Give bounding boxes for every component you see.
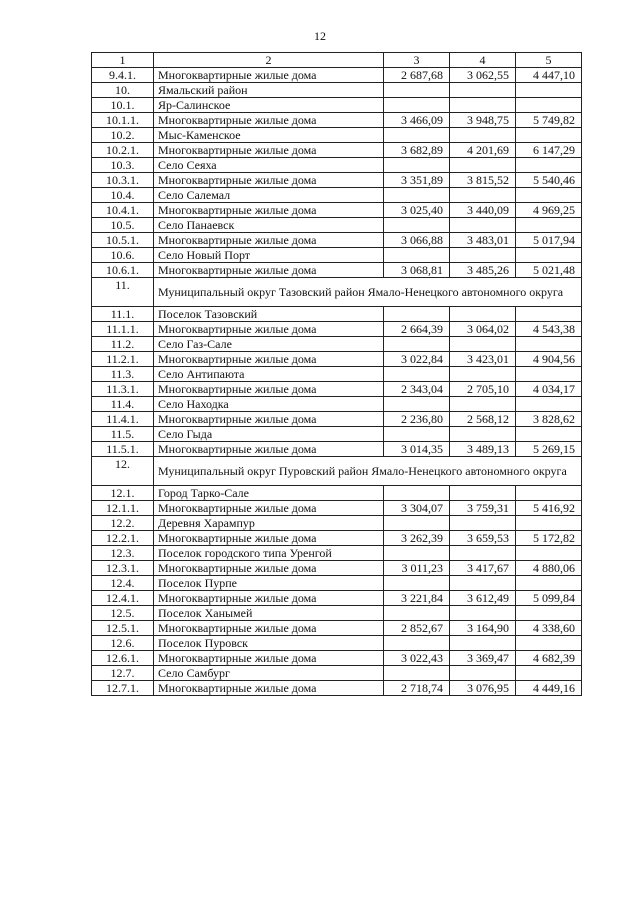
row-value-4: 3 423,01: [450, 352, 516, 367]
table-row: [92, 113, 582, 128]
row-value-3: 3 262,39: [384, 531, 450, 546]
row-name: Муниципальный округ Пуровский район Ямало-Ненецкого автономного округа: [154, 457, 582, 486]
table-row: [92, 561, 582, 576]
row-number: 12.7.1.: [92, 681, 154, 696]
row-value-5: [516, 516, 582, 531]
row-value-5: [516, 158, 582, 173]
table-row: [92, 546, 582, 561]
row-value-4: [450, 307, 516, 322]
row-value-3: 2 664,39: [384, 322, 450, 337]
row-value-3: [384, 486, 450, 501]
row-value-4: [450, 218, 516, 233]
row-number: 10.3.: [92, 158, 154, 173]
row-value-4: [450, 128, 516, 143]
row-value-4: 2 568,12: [450, 412, 516, 427]
row-value-5: [516, 367, 582, 382]
header-row: [92, 53, 582, 68]
row-number: 12.1.: [92, 486, 154, 501]
row-value-3: 3 011,23: [384, 561, 450, 576]
row-name: Многоквартирные жилые дома: [154, 173, 384, 188]
row-value-3: [384, 83, 450, 98]
row-number: 12.3.1.: [92, 561, 154, 576]
row-value-5: [516, 427, 582, 442]
row-value-4: [450, 98, 516, 113]
table-row: [92, 412, 582, 427]
row-value-3: [384, 218, 450, 233]
row-number: 12.1.1.: [92, 501, 154, 516]
column-header: 2: [154, 53, 384, 68]
table-row: [92, 621, 582, 636]
row-value-3: 2 236,80: [384, 412, 450, 427]
table-row: [92, 501, 582, 516]
row-value-4: 3 062,55: [450, 68, 516, 83]
row-value-3: 3 304,07: [384, 501, 450, 516]
row-value-3: [384, 606, 450, 621]
row-value-4: [450, 666, 516, 681]
table-row: [92, 367, 582, 382]
row-name: Поселок Пуровск: [154, 636, 384, 651]
row-name: Многоквартирные жилые дома: [154, 382, 384, 397]
row-number: 10.1.1.: [92, 113, 154, 128]
row-value-4: 4 201,69: [450, 143, 516, 158]
row-value-5: 3 828,62: [516, 412, 582, 427]
row-value-3: [384, 397, 450, 412]
row-name: Многоквартирные жилые дома: [154, 681, 384, 696]
row-number: 12.2.: [92, 516, 154, 531]
row-value-4: 3 948,75: [450, 113, 516, 128]
row-number: 12.4.: [92, 576, 154, 591]
row-name: Многоквартирные жилые дома: [154, 233, 384, 248]
row-value-3: [384, 158, 450, 173]
table-row: [92, 681, 582, 696]
table-row: [92, 128, 582, 143]
table-row: [92, 457, 582, 486]
table-row: [92, 382, 582, 397]
row-value-4: [450, 337, 516, 352]
row-value-5: 5 749,82: [516, 113, 582, 128]
row-name: Поселок Тазовский: [154, 307, 384, 322]
row-name: Многоквартирные жилые дома: [154, 352, 384, 367]
row-value-3: [384, 576, 450, 591]
row-value-3: 3 221,84: [384, 591, 450, 606]
table-row: [92, 576, 582, 591]
row-value-5: [516, 546, 582, 561]
row-number: 10.4.1.: [92, 203, 154, 218]
row-value-5: [516, 486, 582, 501]
row-value-5: 5 017,94: [516, 233, 582, 248]
row-value-4: [450, 397, 516, 412]
row-number: 12.5.: [92, 606, 154, 621]
row-value-3: 3 066,88: [384, 233, 450, 248]
row-number: 9.4.1.: [92, 68, 154, 83]
row-value-3: 3 682,89: [384, 143, 450, 158]
row-name: Многоквартирные жилые дома: [154, 322, 384, 337]
row-value-3: [384, 337, 450, 352]
table-body: [92, 53, 582, 696]
row-value-3: [384, 546, 450, 561]
row-number: 10.3.1.: [92, 173, 154, 188]
row-value-4: 3 489,13: [450, 442, 516, 457]
column-header: 1: [92, 53, 154, 68]
row-value-5: 5 416,92: [516, 501, 582, 516]
row-number: 10.: [92, 83, 154, 98]
row-name: Муниципальный округ Тазовский район Ямало-Ненецкого автономного округа: [154, 278, 582, 307]
row-number: 12.2.1.: [92, 531, 154, 546]
row-number: 12.6.1.: [92, 651, 154, 666]
row-number: 12.: [92, 457, 154, 486]
row-value-3: 3 351,89: [384, 173, 450, 188]
row-value-4: 3 369,47: [450, 651, 516, 666]
table-row: [92, 307, 582, 322]
row-value-3: 3 022,84: [384, 352, 450, 367]
row-value-5: 4 034,17: [516, 382, 582, 397]
row-number: 12.7.: [92, 666, 154, 681]
row-value-4: [450, 188, 516, 203]
row-name: Село Газ-Сале: [154, 337, 384, 352]
table-row: [92, 83, 582, 98]
row-value-5: 4 880,06: [516, 561, 582, 576]
row-value-3: [384, 188, 450, 203]
row-number: 10.5.1.: [92, 233, 154, 248]
row-name: Многоквартирные жилые дома: [154, 501, 384, 516]
row-value-3: [384, 307, 450, 322]
row-value-4: [450, 367, 516, 382]
table-row: [92, 337, 582, 352]
row-name: Поселок городского типа Уренгой: [154, 546, 384, 561]
row-name: Город Тарко-Сале: [154, 486, 384, 501]
row-value-5: 4 543,38: [516, 322, 582, 337]
row-name: Поселок Пурпе: [154, 576, 384, 591]
row-value-4: 3 759,31: [450, 501, 516, 516]
row-value-5: [516, 128, 582, 143]
row-value-5: 4 449,16: [516, 681, 582, 696]
tariff-table: [91, 52, 582, 696]
row-value-5: 4 904,56: [516, 352, 582, 367]
row-number: 11.2.1.: [92, 352, 154, 367]
row-number: 11.1.1.: [92, 322, 154, 337]
row-value-5: [516, 576, 582, 591]
row-number: 11.5.1.: [92, 442, 154, 457]
row-value-5: 6 147,29: [516, 143, 582, 158]
row-name: Ямальский район: [154, 83, 384, 98]
row-name: Село Сеяха: [154, 158, 384, 173]
column-header: 4: [450, 53, 516, 68]
row-value-3: 2 852,67: [384, 621, 450, 636]
row-value-5: [516, 248, 582, 263]
row-value-5: 4 682,39: [516, 651, 582, 666]
row-value-4: 3 612,49: [450, 591, 516, 606]
table-row: [92, 263, 582, 278]
row-name: Яр-Салинское: [154, 98, 384, 113]
row-value-3: [384, 367, 450, 382]
table-row: [92, 442, 582, 457]
row-value-3: 3 025,40: [384, 203, 450, 218]
row-number: 11.5.: [92, 427, 154, 442]
table-row: [92, 666, 582, 681]
row-value-5: 4 969,25: [516, 203, 582, 218]
row-value-5: 4 338,60: [516, 621, 582, 636]
row-number: 11.4.1.: [92, 412, 154, 427]
row-number: 10.1.: [92, 98, 154, 113]
row-number: 10.6.: [92, 248, 154, 263]
row-name: Многоквартирные жилые дома: [154, 143, 384, 158]
row-number: 12.3.: [92, 546, 154, 561]
row-value-3: 2 687,68: [384, 68, 450, 83]
table-row: [92, 233, 582, 248]
row-number: 10.2.: [92, 128, 154, 143]
table-row: [92, 651, 582, 666]
row-value-3: [384, 427, 450, 442]
row-value-5: 5 540,46: [516, 173, 582, 188]
row-value-3: [384, 636, 450, 651]
row-value-3: 2 343,04: [384, 382, 450, 397]
row-value-5: 5 099,84: [516, 591, 582, 606]
row-value-3: [384, 666, 450, 681]
row-value-4: 3 064,02: [450, 322, 516, 337]
row-number: 11.3.1.: [92, 382, 154, 397]
table-row: [92, 188, 582, 203]
row-value-5: 4 447,10: [516, 68, 582, 83]
row-value-4: 2 705,10: [450, 382, 516, 397]
table-row: [92, 606, 582, 621]
row-value-4: [450, 606, 516, 621]
row-value-3: 2 718,74: [384, 681, 450, 696]
row-name: Село Находка: [154, 397, 384, 412]
row-number: 11.3.: [92, 367, 154, 382]
row-value-4: 3 076,95: [450, 681, 516, 696]
row-value-4: 3 659,53: [450, 531, 516, 546]
row-number: 10.5.: [92, 218, 154, 233]
row-name: Многоквартирные жилые дома: [154, 263, 384, 278]
row-value-4: [450, 636, 516, 651]
row-name: Деревня Харампур: [154, 516, 384, 531]
table-row: [92, 173, 582, 188]
row-value-5: [516, 307, 582, 322]
table-row: [92, 427, 582, 442]
row-value-5: [516, 83, 582, 98]
row-name: Село Самбург: [154, 666, 384, 681]
row-value-4: 3 815,52: [450, 173, 516, 188]
row-name: Село Салемал: [154, 188, 384, 203]
row-name: Многоквартирные жилые дома: [154, 561, 384, 576]
table-row: [92, 68, 582, 83]
row-value-4: 3 485,26: [450, 263, 516, 278]
row-value-4: [450, 248, 516, 263]
table-row: [92, 531, 582, 546]
table-row: [92, 397, 582, 412]
row-name: Поселок Ханымей: [154, 606, 384, 621]
table-row: [92, 158, 582, 173]
row-number: 10.2.1.: [92, 143, 154, 158]
row-value-5: [516, 666, 582, 681]
row-value-4: 3 483,01: [450, 233, 516, 248]
table-row: [92, 278, 582, 307]
row-value-4: [450, 427, 516, 442]
row-name: Село Гыда: [154, 427, 384, 442]
row-value-5: [516, 218, 582, 233]
row-name: Село Панаевск: [154, 218, 384, 233]
row-number: 11.1.: [92, 307, 154, 322]
table-row: [92, 352, 582, 367]
table-row: [92, 203, 582, 218]
row-name: Мыс-Каменское: [154, 128, 384, 143]
table-row: [92, 322, 582, 337]
row-value-5: 5 269,15: [516, 442, 582, 457]
column-header: 5: [516, 53, 582, 68]
row-name: Многоквартирные жилые дома: [154, 203, 384, 218]
table-row: [92, 218, 582, 233]
row-name: Многоквартирные жилые дома: [154, 621, 384, 636]
row-name: Многоквартирные жилые дома: [154, 531, 384, 546]
row-value-3: [384, 128, 450, 143]
row-name: Многоквартирные жилые дома: [154, 651, 384, 666]
row-number: 10.4.: [92, 188, 154, 203]
table-row: [92, 486, 582, 501]
row-number: 12.4.1.: [92, 591, 154, 606]
row-number: 11.4.: [92, 397, 154, 412]
row-name: Многоквартирные жилые дома: [154, 68, 384, 83]
table-row: [92, 143, 582, 158]
table-row: [92, 636, 582, 651]
row-number: 10.6.1.: [92, 263, 154, 278]
page-number: 12: [314, 29, 326, 43]
row-value-5: 5 172,82: [516, 531, 582, 546]
row-name: Многоквартирные жилые дома: [154, 113, 384, 128]
table-row: [92, 591, 582, 606]
row-value-5: [516, 397, 582, 412]
row-value-4: [450, 546, 516, 561]
row-value-4: [450, 576, 516, 591]
row-value-4: 3 164,90: [450, 621, 516, 636]
row-value-3: 3 014,35: [384, 442, 450, 457]
table-row: [92, 98, 582, 113]
row-value-4: [450, 83, 516, 98]
row-value-5: [516, 606, 582, 621]
row-value-3: 3 068,81: [384, 263, 450, 278]
row-value-4: 3 440,09: [450, 203, 516, 218]
row-value-4: [450, 158, 516, 173]
table-row: [92, 248, 582, 263]
row-name: Село Новый Порт: [154, 248, 384, 263]
row-value-3: [384, 516, 450, 531]
row-value-4: [450, 486, 516, 501]
row-value-5: [516, 188, 582, 203]
row-value-4: 3 417,67: [450, 561, 516, 576]
row-name: Многоквартирные жилые дома: [154, 412, 384, 427]
row-name: Село Антипаюта: [154, 367, 384, 382]
row-value-5: 5 021,48: [516, 263, 582, 278]
row-name: Многоквартирные жилые дома: [154, 591, 384, 606]
row-value-3: 3 466,09: [384, 113, 450, 128]
row-value-4: [450, 516, 516, 531]
column-header: 3: [384, 53, 450, 68]
row-number: 11.2.: [92, 337, 154, 352]
row-value-5: [516, 636, 582, 651]
row-number: 12.5.1.: [92, 621, 154, 636]
row-number: 11.: [92, 278, 154, 307]
row-value-3: [384, 248, 450, 263]
row-value-3: 3 022,43: [384, 651, 450, 666]
row-number: 12.6.: [92, 636, 154, 651]
row-value-5: [516, 98, 582, 113]
table-row: [92, 516, 582, 531]
row-name: Многоквартирные жилые дома: [154, 442, 384, 457]
row-value-3: [384, 98, 450, 113]
row-value-5: [516, 337, 582, 352]
